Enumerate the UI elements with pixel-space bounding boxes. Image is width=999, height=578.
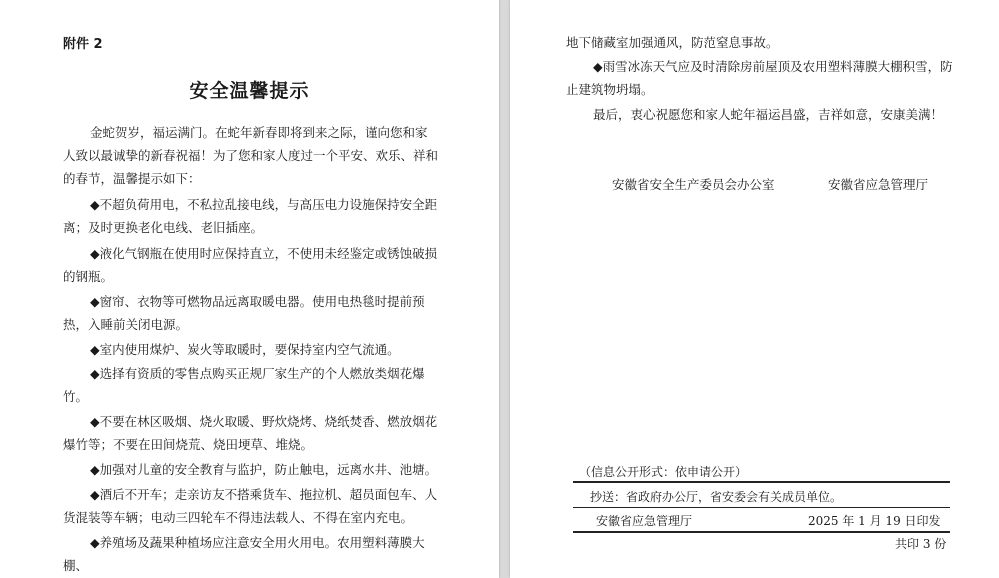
intro-paragraph: 金蛇贺岁，福运满门。在蛇年新春即将到来之际，谨向您和家人致以最诚挚的新春祝福！为了您和家人度过一个平安、欢乐、祥和的春节，温馨提示如下：: [63, 125, 439, 186]
continued-paragraph: 地下储藏室加强通风，防范窒息事故。: [566, 35, 779, 50]
footer-rule-middle: [573, 507, 950, 508]
footer-rule-top: [573, 481, 950, 483]
footer-rule-bottom: [573, 531, 950, 533]
closing-wishes: 最后，衷心祝愿您和家人蛇年福运昌盛，吉祥如意，安康美满！: [593, 107, 944, 122]
tip-heater: ◆窗帘、衣物等可燃物品远离取暖电器。使用电热毯时提前预热，入睡前关闭电源。: [63, 294, 425, 332]
issue-date: 2025 年 1 月 19 日印发: [808, 514, 941, 528]
document-title: 安全温馨提示: [189, 80, 310, 102]
copies-count: 共印 3 份: [895, 537, 947, 551]
disclosure-note: （信息公开形式：依申请公开）: [579, 465, 748, 479]
tip-fireworks: ◆选择有资质的零售点购买正规厂家生产的个人燃放类烟花爆竹。: [63, 366, 425, 404]
signature-emergency-dept: 安徽省应急管理厅: [828, 177, 929, 192]
tip-electricity: ◆不超负荷用电，不私拉乱接电线，与高压电力设施保持安全距离；及时更换老化电线、老旧插座。: [63, 197, 438, 235]
tip-children: ◆加强对儿童的安全教育与监护，防止触电，远离水井、池塘。: [90, 462, 438, 477]
tip-driving: ◆酒后不开车；走亲访友不搭乘货车、拖拉机、超员面包车、人货混装等车辆；电动三四轮车不得违法载人、不得在室内充电。: [63, 487, 438, 525]
tip-farm: ◆养殖场及蔬果种植场应注意安全用火用电。农用塑料薄膜大棚、: [63, 535, 425, 573]
tip-gas-cylinder: ◆液化气钢瓶在使用时应保持直立，不使用未经鉴定或锈蚀破损的钢瓶。: [63, 246, 438, 284]
issuer: 安徽省应急管理厅: [596, 514, 693, 528]
signature-safety-committee: 安徽省安全生产委员会办公室: [612, 177, 775, 192]
cc-line: 抄送：省政府办公厅，省安委会有关成员单位。: [590, 490, 843, 504]
tip-ventilation: ◆室内使用煤炉、炭火等取暖时，要保持室内空气流通。: [90, 342, 400, 357]
attachment-label: 附件 2: [63, 37, 103, 52]
tip-snow: ◆雨雪冰冻天气应及时清除房前屋顶及农用塑料薄膜大棚积雪，防止建筑物坍塌。: [566, 59, 953, 97]
tip-forest-fire: ◆不要在林区吸烟、烧火取暖、野炊烧烤、烧纸焚香、燃放烟花爆竹等；不要在田间烧荒、烧田埂草、堆烧。: [63, 414, 438, 452]
